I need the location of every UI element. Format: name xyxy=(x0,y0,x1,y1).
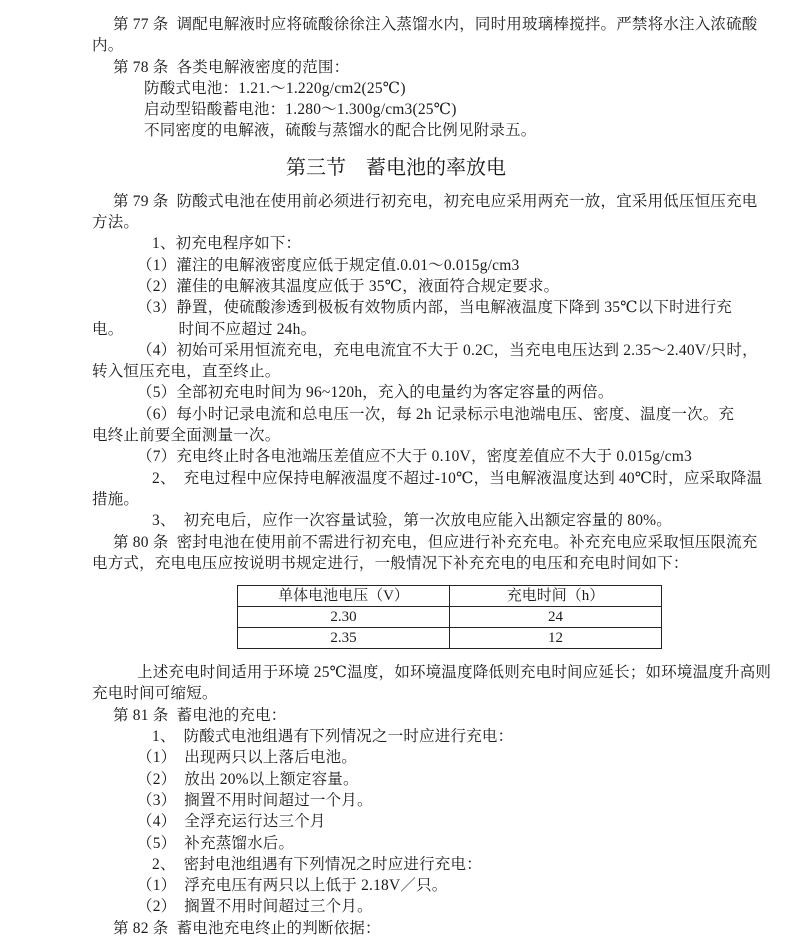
text-line: （4） 全浮充运行达三个月 xyxy=(137,813,326,831)
text-line: 1、初充电程序如下： xyxy=(152,235,302,253)
text-line: 3、 初充电后，应作一次容量试验，第一次放电应能入出额定容量的 80%。 xyxy=(152,512,672,530)
text-line: （2） 搁置不用时间超过三个月。 xyxy=(137,898,373,916)
text-line: 措施。 xyxy=(92,490,140,508)
text-line: 方法。 xyxy=(92,214,140,232)
text-line: 1、 防酸式电池组遇有下列情况之一时应进行充电： xyxy=(152,728,514,746)
text-line: （2） 放出 20%以上额定容量。 xyxy=(137,770,359,788)
text-line: 第 80 条 密封电池在使用前不需进行初充电，但应进行补充充电。补充充电应采取恒压限流充 xyxy=(113,533,758,551)
text-line: 2、 密封电池组遇有下列情况之时应进行充电： xyxy=(152,855,482,873)
text-line: 电。 时间不应超过 24h。 xyxy=(92,320,317,338)
text-line: （4）初始可采用恒流充电，充电电流宜不大于 0.2C，当充电电压达到 2.35～2.40V/只时， xyxy=(137,341,758,359)
text-line: （1）灌注的电解液密度应低于规定值.0.01～0.015g/cm3 xyxy=(137,256,520,274)
text-line: （1） 浮充电压有两只以上低于 2.18V／只。 xyxy=(137,877,448,895)
document-body xyxy=(92,14,772,936)
text-line: （6）每小时记录电流和总电压一次，每 2h 记录标示电池端电压、密度、温度一次。充 xyxy=(137,405,735,423)
text-line: （3） 搁置不用时间超过一个月。 xyxy=(137,791,373,809)
text-line: 防酸式电池：1.21.～1.220g/cm2(25℃) xyxy=(144,79,406,97)
text-line: （2）灌佳的电解液其温度应低于 35℃，液面符合规定要求。 xyxy=(137,277,560,295)
text-line: 启动型铅酸蓄电池：1.280～1.300g/cm3(25℃) xyxy=(144,101,457,119)
text-line: 第 77 条 调配电解液时应将硫酸徐徐注入蒸馏水内，同时用玻璃棒搅拌。严禁将水注入浓硫酸 xyxy=(113,16,758,33)
text-line: 第 78 条 各类电解液密度的范围： xyxy=(113,58,350,76)
text-line: （7）充电终止时各电池端压差值应不大于 0.10V，密度差值应不大于 0.015g/cm3 xyxy=(137,448,692,466)
text-line: （5）全部初充电时间为 96~120h，充入的电量约为客定容量的两倍。 xyxy=(137,384,614,402)
table-cell: 24 xyxy=(450,607,662,628)
text-line: （1） 出现两只以上落后电池。 xyxy=(137,749,358,767)
table-header-cell: 充电时间（h） xyxy=(450,586,662,607)
text-line: 第 82 条 蓄电池充电终止的判断依据： xyxy=(113,919,381,936)
table-header-row xyxy=(238,586,662,607)
text-line: 第 79 条 防酸式电池在使用前必须进行初充电，初充电应采用两充一放，宜采用低压恒压充电 xyxy=(113,192,758,210)
text-line: 上述充电时间适用于环境 25℃温度，如环境温度降低则充电时间应延长；如环境温度升高则 xyxy=(137,664,772,682)
text-line: 内。 xyxy=(92,37,124,55)
text-line: 不同密度的电解液，硫酸与蒸馏水的配合比例见附录五。 xyxy=(144,122,537,140)
text-line: 转入恒压充电，直至终止。 xyxy=(92,363,281,381)
table-header-cell: 单体电池电压（V） xyxy=(238,586,450,607)
table-row xyxy=(238,607,662,628)
charge-voltage-time-table xyxy=(237,585,662,649)
table-cell: 12 xyxy=(450,628,662,649)
table-row xyxy=(238,628,662,649)
table-cell: 2.30 xyxy=(238,607,450,628)
text-line: 电终止前要全面测量一次。 xyxy=(92,427,281,445)
text-line: 电方式，充电电压应按说明书规定进行，一般情况下补充充电的电压和充电时间如下： xyxy=(92,554,689,572)
text-line: 第 81 条 蓄电池的充电： xyxy=(113,706,287,724)
text-line: （5） 补充蒸馏水后。 xyxy=(137,834,295,852)
text-line: 充电时间可缩短。 xyxy=(92,685,218,703)
text-line: 2、 充电过程中应保持电解液温度不超过-10℃，当电解液温度达到 40℃时，应采取降温 xyxy=(152,469,763,487)
table-cell: 2.35 xyxy=(238,628,450,649)
text-line: （3）静置，使硫酸渗透到极板有效物质内部，当电解液温度下降到 35℃以下时进行充 xyxy=(137,299,732,317)
section-title: 第三节 蓄电池的率放电 xyxy=(286,156,506,179)
